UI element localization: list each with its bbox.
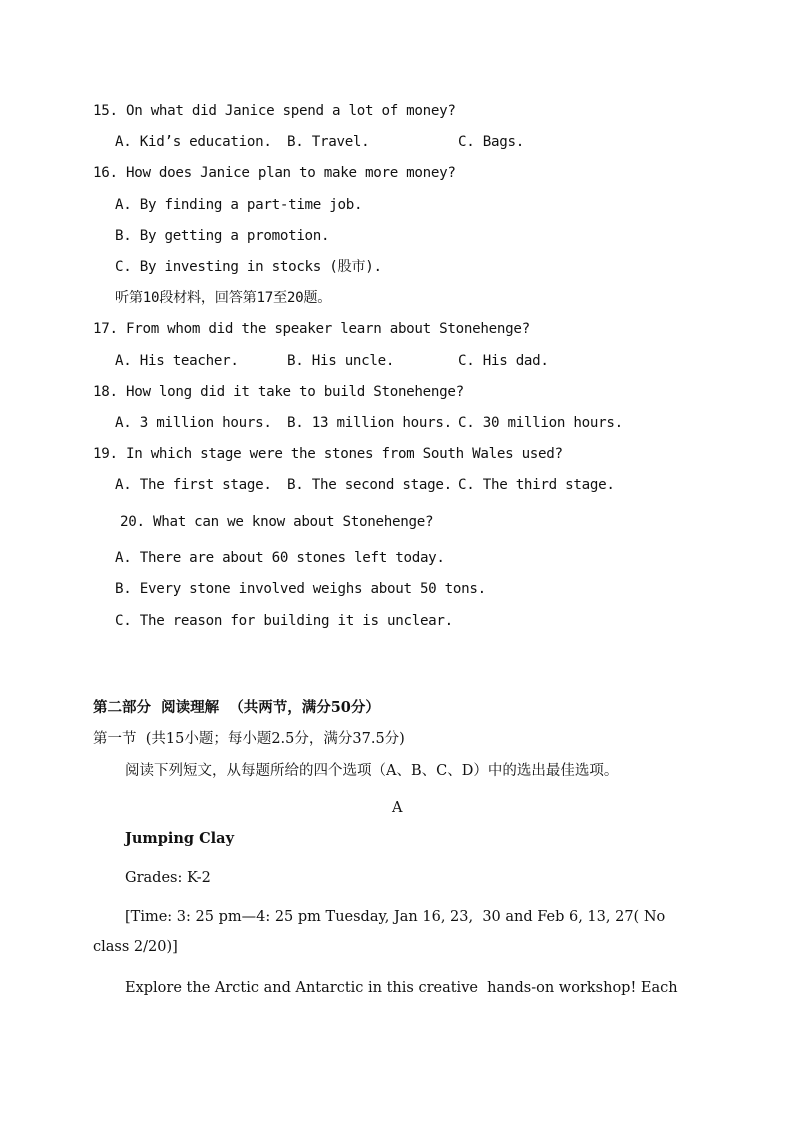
- reading-instruction: 阅读下列短文，从每题所给的四个选项（A、B、C、D）中的选出最佳选项。: [125, 763, 619, 779]
- part-two-heading: 第二部分 阅读理解 （共两节，满分50分）: [93, 699, 380, 716]
- section-one-heading: 第一节 (共15小题；每小题2.5分，满分37.5分): [93, 731, 405, 747]
- question-20: 20. What can we know about Stonehenge?: [120, 514, 434, 530]
- passage-body-line-1: Explore the Arctic and Antarctic in this creative hands-on workshop! Each: [125, 980, 678, 996]
- question-18-option-b: B. 13 million hours.: [287, 415, 452, 431]
- passage-time-line-2: class 2/20)]: [93, 939, 178, 955]
- question-17-option-b: B. His uncle.: [287, 353, 395, 369]
- question-19: 19. In which stage were the stones from South Wales used?: [93, 446, 563, 462]
- question-15-option-a: A. Kid’s education.: [115, 134, 272, 150]
- question-16-option-a: A. By finding a part-time job.: [115, 197, 363, 213]
- question-19-option-a: A. The first stage.: [115, 477, 272, 493]
- question-18-option-c: C. 30 million hours.: [458, 415, 623, 431]
- listening-instruction: 听第10段材料，回答第17至20题。: [115, 290, 332, 306]
- passage-time-line-1: [Time: 3: 25 pm—4: 25 pm Tuesday, Jan 16, 23, 30 and Feb 6, 13, 27( No: [125, 909, 666, 925]
- question-19-option-b: B. The second stage.: [287, 477, 452, 493]
- question-15: 15. On what did Janice spend a lot of money?: [93, 103, 456, 119]
- question-17: 17. From whom did the speaker learn about Stonehenge?: [93, 321, 530, 337]
- question-17-option-a: A. His teacher.: [115, 353, 239, 369]
- question-18-option-a: A. 3 million hours.: [115, 415, 272, 431]
- passage-title: Jumping Clay: [125, 830, 234, 847]
- question-20-option-c: C. The reason for building it is unclear.: [115, 613, 453, 629]
- passage-grades: Grades: K-2: [125, 870, 211, 886]
- question-18: 18. How long did it take to build Stonehenge?: [93, 384, 464, 400]
- question-20-option-a: A. There are about 60 stones left today.: [115, 550, 445, 566]
- question-19-option-c: C. The third stage.: [458, 477, 615, 493]
- question-16: 16. How does Janice plan to make more money?: [93, 165, 456, 181]
- question-20-option-b: B. Every stone involved weighs about 50 tons.: [115, 581, 486, 597]
- question-16-option-b: B. By getting a promotion.: [115, 228, 330, 244]
- passage-letter: A: [392, 800, 403, 816]
- question-16-option-c: C. By investing in stocks (股市).: [115, 259, 382, 275]
- question-15-option-c: C. Bags.: [458, 134, 524, 150]
- question-15-option-b: B. Travel.: [287, 134, 370, 150]
- question-17-option-c: C. His dad.: [458, 353, 549, 369]
